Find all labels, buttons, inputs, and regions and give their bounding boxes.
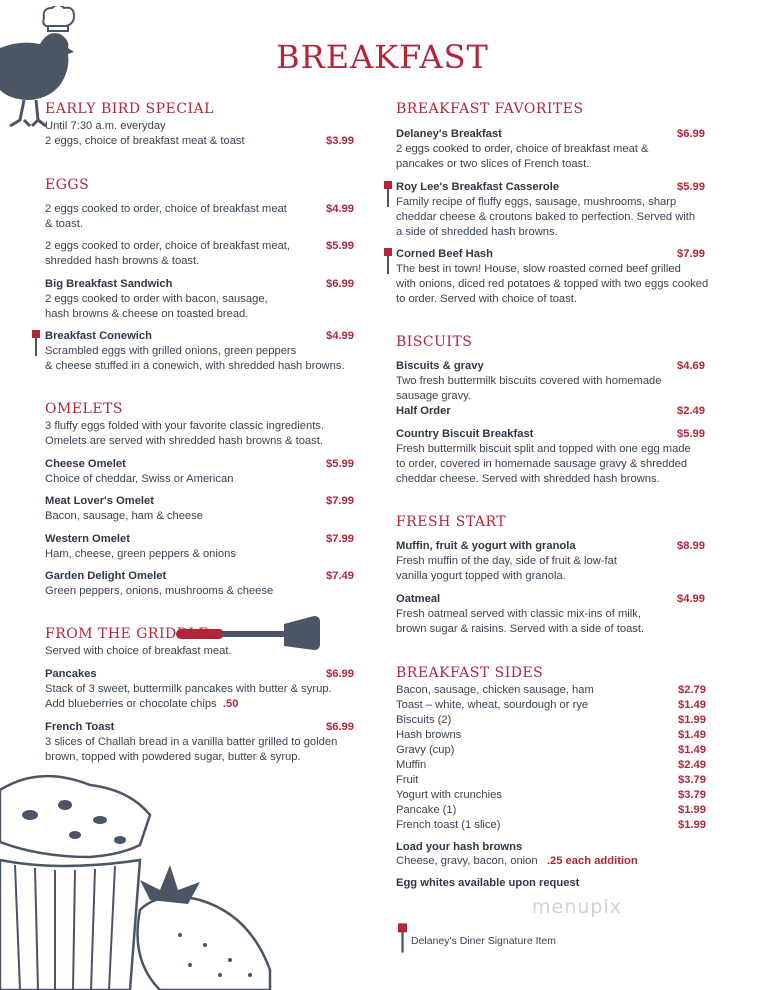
side-item-price: $1.49 [678, 729, 706, 741]
griddle-item2-price: $6.99 [326, 721, 354, 733]
biscuit-item1-desc1: Two fresh buttermilk biscuits covered with homemade [396, 375, 662, 387]
eggs-item3-price: $6.99 [326, 278, 354, 290]
fav-item1-desc1: 2 eggs cooked to order, choice of breakfast meat & [396, 143, 649, 155]
griddle-item2-desc2: brown, topped with powdered sugar, butter & syrup. [45, 751, 301, 763]
omelet-item2-desc: Bacon, sausage, ham & cheese [45, 510, 203, 522]
signature-fork-icon [398, 922, 407, 954]
fav-item3-name: Corned Beef Hash [396, 248, 493, 260]
list-item [396, 728, 706, 743]
section-heading-favorites: BREAKFAST FAVORITES [396, 101, 584, 117]
eggs-item2-price: $5.99 [326, 240, 354, 252]
fresh-item2-desc1: Fresh oatmeal served with classic mix-ins of milk, [396, 608, 641, 620]
side-item-name: French toast (1 slice) [396, 819, 501, 831]
griddle-item1-addon-price: .50 [222, 698, 239, 710]
early-bird-line2: 2 eggs, choice of breakfast meat & toast [45, 135, 245, 147]
fav-item3-desc1: The best in town! House, slow roasted corned beef grilled [396, 263, 681, 275]
side-item-price: $2.49 [678, 759, 706, 771]
fav-item2-desc2: cheddar cheese & croutons baked to perfection. Served with [396, 211, 696, 223]
side-item-price: $1.99 [678, 804, 706, 816]
griddle-intro: Served with choice of breakfast meat. [45, 645, 232, 657]
section-heading-omelets: OMELETS [45, 401, 123, 417]
side-item-price: $2.79 [678, 684, 706, 696]
list-item [396, 803, 706, 818]
watermark: menupix [532, 896, 622, 918]
fav-item1-desc2: pancakes or two slices of French toast. [396, 158, 590, 170]
fresh-item1-desc2: vanilla yogurt topped with granola. [396, 570, 566, 582]
biscuit-item1-desc2: sausage gravy. [396, 390, 472, 402]
eggs-item1-desc2: & toast. [45, 218, 83, 230]
section-heading-sides: BREAKFAST SIDES [396, 665, 544, 681]
fav-item2-desc3: a side of shredded hash browns. [396, 226, 558, 238]
signature-item-legend: Delaney's Diner Signature Item [411, 935, 556, 947]
side-item-name: Pancake (1) [396, 804, 457, 816]
load-hash-browns-title: Load your hash browns [396, 841, 523, 853]
signature-fork-icon [32, 330, 40, 356]
omelet-item4-desc: Green peppers, onions, mushrooms & cheese [45, 585, 274, 597]
section-heading-eggs: EGGS [45, 177, 90, 193]
biscuit-item3-price: $5.99 [677, 428, 705, 440]
griddle-item1-addon-text: Add blueberries or chocolate chips [45, 698, 217, 710]
fav-item3-price: $7.99 [677, 248, 705, 260]
section-heading-early-bird: EARLY BIRD SPECIAL [45, 101, 214, 117]
eggs-item3-name: Big Breakfast Sandwich [45, 278, 173, 290]
eggs-item4-desc2: & cheese stuffed in a conewich, with shredded hash browns. [45, 360, 345, 372]
side-item-name: Bacon, sausage, chicken sausage, ham [396, 684, 594, 696]
load-hash-browns-addon: .25 each addition [546, 855, 638, 867]
list-item [396, 758, 706, 773]
load-hash-browns-options: Cheese, gravy, bacon, onion [396, 855, 538, 867]
griddle-item1-name: Pancakes [45, 668, 97, 680]
list-item [396, 683, 706, 698]
side-item-price: $3.79 [678, 789, 706, 801]
griddle-item1-desc1: Stack of 3 sweet, buttermilk pancakes with butter & syrup. [45, 683, 332, 695]
biscuit-item3-desc2: to order, covered in homemade sausage gravy & shredded [396, 458, 688, 470]
fav-item2-name: Roy Lee's Breakfast Casserole [396, 181, 560, 193]
omelets-intro2: Omelets are served with shredded hash browns & toast. [45, 435, 323, 447]
eggs-item4-price: $4.99 [326, 330, 354, 342]
side-item-price: $1.99 [678, 714, 706, 726]
eggs-item1-desc1: 2 eggs cooked to order, choice of breakfast meat [45, 203, 287, 215]
fav-item2-desc1: Family recipe of fluffy eggs, sausage, mushrooms, sharp [396, 196, 677, 208]
fav-item1-price: $6.99 [677, 128, 705, 140]
fav-item3-desc3: to order. Served with choice of toast. [396, 293, 577, 305]
omelet-item2-name: Meat Lover's Omelet [45, 495, 154, 507]
fresh-item2-price: $4.99 [677, 593, 705, 605]
section-heading-biscuits: BISCUITS [396, 334, 473, 350]
side-item-price: $1.49 [678, 699, 706, 711]
side-item-name: Hash browns [396, 729, 462, 741]
griddle-item1-desc2 [45, 697, 238, 712]
omelet-item3-price: $7.99 [326, 533, 354, 545]
fresh-item1-desc1: Fresh muffin of the day, side of fruit & low-fat [396, 555, 617, 567]
omelet-item4-name: Garden Delight Omelet [45, 570, 167, 582]
omelet-item4-price: $7.49 [326, 570, 354, 582]
list-item [396, 818, 706, 833]
early-bird-price: $3.99 [326, 135, 354, 147]
biscuit-item2-name: Half Order [396, 405, 451, 417]
side-item-price: $3.79 [678, 774, 706, 786]
list-item [396, 713, 706, 728]
omelet-item3-desc: Ham, cheese, green peppers & onions [45, 548, 236, 560]
biscuit-item3-name: Country Biscuit Breakfast [396, 428, 534, 440]
fav-item2-price: $5.99 [677, 181, 705, 193]
load-hash-browns-desc [396, 854, 638, 869]
side-item-name: Muffin [396, 759, 427, 771]
side-item-price: $1.49 [678, 744, 706, 756]
omelet-item1-desc: Choice of cheddar, Swiss or American [45, 473, 234, 485]
list-item [396, 773, 706, 788]
fresh-item2-desc2: brown sugar & raisins. Served with a side of toast. [396, 623, 645, 635]
side-item-name: Fruit [396, 774, 419, 786]
list-item [396, 788, 706, 803]
sides-list [396, 683, 706, 833]
omelet-item2-price: $7.99 [326, 495, 354, 507]
biscuit-item3-desc1: Fresh buttermilk biscuit split and topped with one egg made [396, 443, 691, 455]
section-heading-fresh-start: FRESH START [396, 514, 507, 530]
fresh-item1-name: Muffin, fruit & yogurt with granola [396, 540, 576, 552]
list-item [396, 743, 706, 758]
eggs-item4-name: Breakfast Conewich [45, 330, 152, 342]
section-heading-griddle: FROM THE GRIDDLE [45, 626, 209, 642]
eggs-item4-desc1: Scrambled eggs with grilled onions, green peppers [45, 345, 297, 357]
griddle-item2-desc1: 3 slices of Challah bread in a vanilla batter grilled to golden [45, 736, 338, 748]
side-item-price: $1.99 [678, 819, 706, 831]
fav-item3-desc2: with onions, diced red potatoes & topped with two eggs cooked [396, 278, 709, 290]
side-item-name: Gravy (cup) [396, 744, 455, 756]
omelet-item3-name: Western Omelet [45, 533, 130, 545]
fresh-item1-price: $8.99 [677, 540, 705, 552]
fresh-item2-name: Oatmeal [396, 593, 441, 605]
eggs-item2-desc1: 2 eggs cooked to order, choice of breakfast meat, [45, 240, 291, 252]
signature-fork-icon [384, 181, 392, 207]
biscuit-item3-desc3: cheddar cheese. Served with shredded hash browns. [396, 473, 660, 485]
fav-item1-name: Delaney's Breakfast [396, 128, 502, 140]
omelet-item1-name: Cheese Omelet [45, 458, 126, 470]
eggs-item2-desc2: shredded hash browns & toast. [45, 255, 200, 267]
side-item-name: Toast – white, wheat, sourdough or rye [396, 699, 589, 711]
eggs-item3-desc2: hash browns & cheese on toasted bread. [45, 308, 249, 320]
omelets-intro1: 3 fluffy eggs folded with your favorite classic ingredients. [45, 420, 325, 432]
early-bird-line1: Until 7:30 a.m. everyday [45, 120, 166, 132]
side-item-name: Yogurt with crunchies [396, 789, 502, 801]
page-title: BREAKFAST [276, 38, 489, 76]
list-item [396, 698, 706, 713]
griddle-item1-price: $6.99 [326, 668, 354, 680]
griddle-item2-name: French Toast [45, 721, 115, 733]
biscuit-item2-price: $2.49 [677, 405, 705, 417]
biscuit-item1-name: Biscuits & gravy [396, 360, 484, 372]
eggs-item1-price: $4.99 [326, 203, 354, 215]
egg-whites-note: Egg whites available upon request [396, 877, 580, 889]
biscuit-item1-price: $4.69 [677, 360, 705, 372]
signature-fork-icon [384, 248, 392, 274]
omelet-item1-price: $5.99 [326, 458, 354, 470]
side-item-name: Biscuits (2) [396, 714, 452, 726]
eggs-item3-desc1: 2 eggs cooked to order with bacon, sausage, [45, 293, 268, 305]
muffin-strawberry-illustration [0, 770, 275, 990]
